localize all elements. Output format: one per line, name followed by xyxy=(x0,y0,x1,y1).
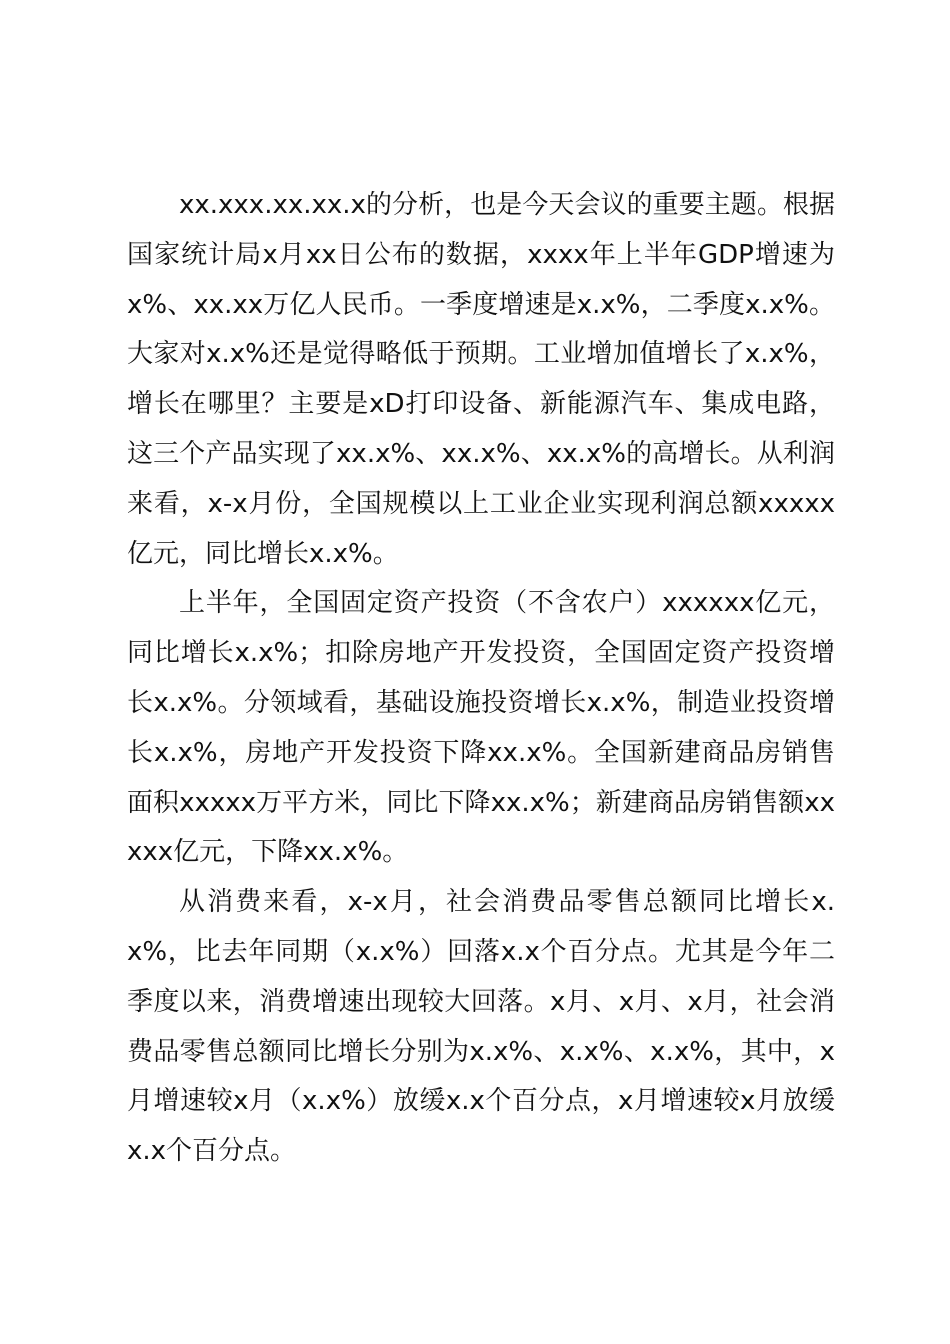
paragraph-fixed-asset-investment: 上半年，全国固定资产投资（不含农户）xxxxxx亿元，同比增长x.x%；扣除房地产开发投资，全国固定资产投资增长x.x%。分领域看，基础设施投资增长x.x%，制造业投资增长x.x%，房地产开发投资下降xx.x%。全国新建商品房销售面积xxxxx万平方米，同比下降xx.x%；新建商品房销售额xxxxx亿元，下降xx.x%。 xyxy=(127,588,835,868)
paragraph-gdp-analysis: xx.xxx.xx.xx.x的分析，也是今天会议的重要主题。根据国家统计局x月xx日公布的数据，xxxx年上半年GDP增速为x%、xx.xx万亿人民币。一季度增速是x.x%，二季度x.x%。大家对x.x%还是觉得略低于预期。工业增加值增长了x.x%，增长在哪里？主要是xD打印设备、新能源汽车、集成电路，这三个产品实现了xx.x%、xx.x%、xx.x%的高增长。从利润来看，x-x月份，全国规模以上工业企业实现利润总额xxxxx亿元，同比增长x.x%。 xyxy=(127,190,835,569)
paragraph-consumption: 从消费来看，x-x月，社会消费品零售总额同比增长x.x%，比去年同期（x.x%）回落x.x个百分点。尤其是今年二季度以来，消费增速出现较大回落。x月、x月、x月，社会消费品零售总额同比增长分别为x.x%、x.x%、x.x%，其中，x月增速较x月（x.x%）放缓x.x个百分点，x月增速较x月放缓x.x个百分点。 xyxy=(127,887,835,1167)
document-body xyxy=(127,181,835,1177)
